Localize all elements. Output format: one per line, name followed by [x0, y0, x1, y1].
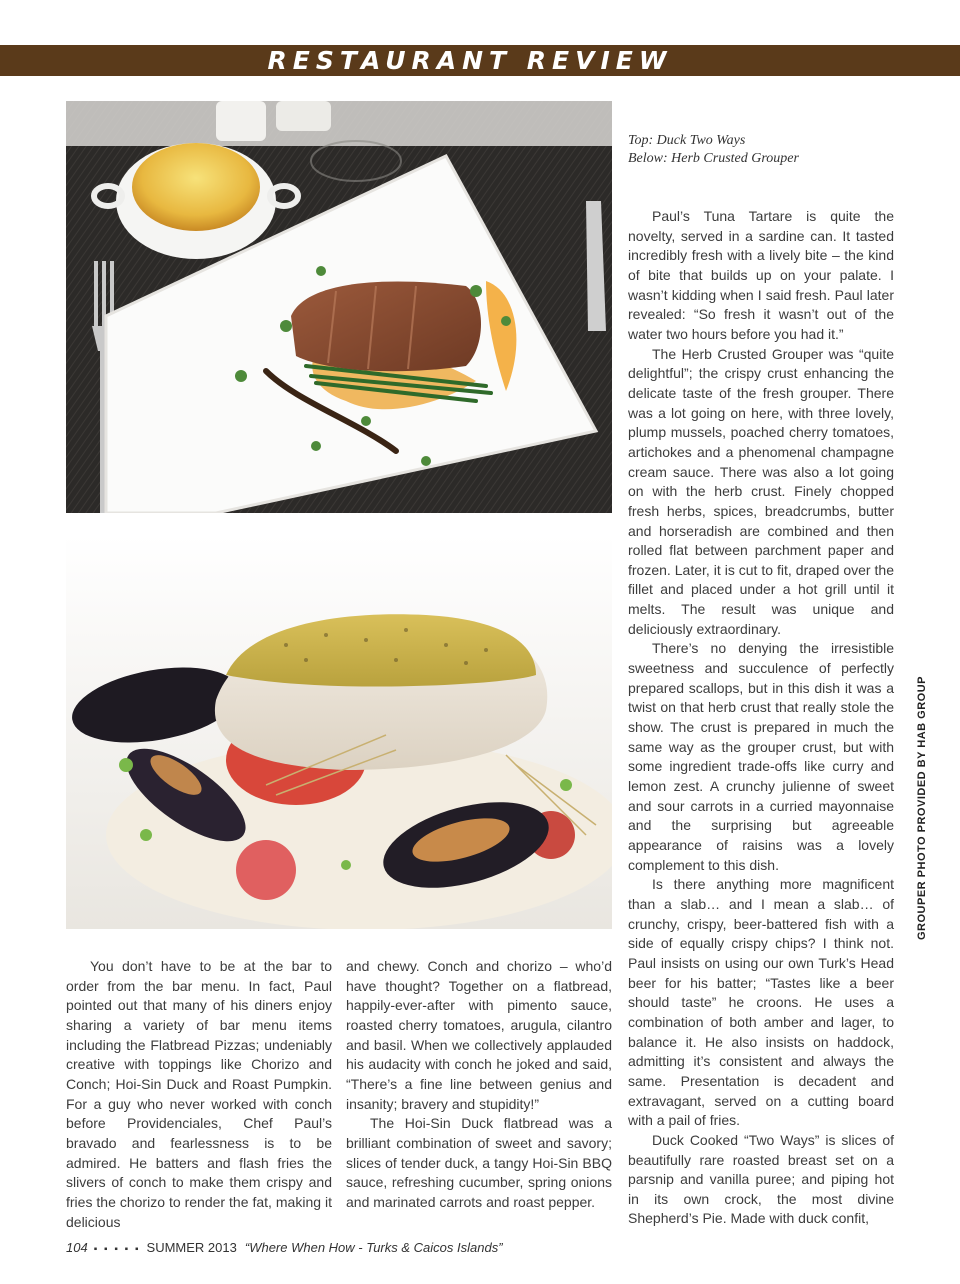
caption-bottom: Below: Herb Crusted Grouper [628, 151, 799, 166]
photo-caption [628, 132, 898, 168]
paragraph: and chewy. Conch and chorizo – who’d have thought? Together on a flatbread, happily-ever-after with pimento sauce, roasted cherry tomatoes, arugula, cilantro and basil. When we collectively applauded his audacity with conch he joked and said, “There’s a fine line between genius and insanity; bravery and stupidity!” [346, 958, 612, 1112]
caption-top: Top: Duck Two Ways [628, 133, 746, 148]
article-column-left [66, 957, 332, 1232]
article-column-middle [346, 957, 612, 1213]
duck-two-ways-photo [66, 101, 612, 513]
paragraph: There’s no denying the irresistible sweetness and succulence of perfectly prepared scallops, but in this dish it was a twist on that herb crust that really stole the show. The crust is prepared in much the same way as the grouper crust, but with some ingredient trade-offs like curry and lemon zest. A crunchy julienne of sweet and sour carrots in a curried mayonnaise and the surprising but agreeable appearance of raisins was a lovely complement to this dish. [628, 640, 894, 873]
magazine-name: “Where When How - Turks & Caicos Islands” [244, 1240, 503, 1255]
paragraph: Paul’s Tuna Tartare is quite the novelty, served in a sardine can. It tasted incredibly fresh with a lively bite – the kind of bite that builds up on your palate. I wasn’t kidding when I said fresh. Paul later revealed: “So fresh it wasn’t out of the water two hours before you had it.” [628, 208, 894, 342]
paragraph: You don’t have to be at the bar to order from the bar menu. In fact, Paul pointed out that many of his diners enjoy sharing a variety of bar menu items including the Flatbread Pizzas; undeniably creative with toppings like Chorizo and Conch; Hoi-Sin Duck and Roast Pumpkin. For a guy who never worked with conch before Providenciales, Chef Paul’s bravado and fearlessness is to be admired. He batters and flash fries the slivers of conch to make them crispy and fries the chorizo to render the fat, making it delicious [66, 958, 332, 1230]
page-number: 104 [66, 1240, 88, 1255]
paragraph: The Herb Crusted Grouper was “quite delightful”; the crispy crust enhancing the delicate taste of the fresh grouper. There was a lot going on here, with three lovely, plump mussels, poached cherry tomatoes, artichokes and a phenomenal champagne cream sauce. There was also a lot going on with the herb crust. Finely chopped fresh herbs, spices, breadcrumbs, butter and horseradish are combined and then rolled flat between parchment paper and frozen. Later, it is cut to fit, draped over the fillet and placed under a hot grill until it melts. The result was unique and deliciously extraordinary. [628, 345, 894, 637]
section-banner [0, 45, 960, 76]
paragraph: Duck Cooked “Two Ways” is slices of beautifully rare roasted breast set on a parsnip and vanilla puree; and piping hot in its own crock, the most divine Shepherd’s Pie. Made with duck confit, [628, 1131, 894, 1227]
footer-dots: ▪ ▪ ▪ ▪ ▪ [93, 1244, 141, 1255]
page-footer [66, 1240, 503, 1255]
paragraph: Is there anything more magnificent than a slab… and I mean a slab… of crunchy, crispy, beer-battered fish with a side of equally crispy chips? I think not. Paul insists on using our own Turk’s Head beer for his batter; “Tastes like a beer should taste” he croons. He uses a combination of both amber and lager, to balance it. He also insists on haddock, admitting it’s consistent and always the same. Presentation is decadent and extravagant, served on a cutting board with a pail of fries. [628, 876, 894, 1129]
paragraph: The Hoi-Sin Duck flatbread was a brilliant combination of sweet and savory; slices of tender duck, a tangy Hoi-Sin BBQ sauce, refreshing cucumber, spring onions and marinated carrots and roast pepper. [346, 1115, 612, 1210]
issue-label: SUMMER 2013 [146, 1240, 237, 1255]
section-title: RESTAURANT REVIEW [267, 46, 673, 75]
photo-credit: GROUPER PHOTO PROVIDED BY HAB GROUP [916, 675, 928, 940]
herb-crusted-grouper-photo [66, 535, 612, 929]
article-column-right [628, 207, 894, 1229]
